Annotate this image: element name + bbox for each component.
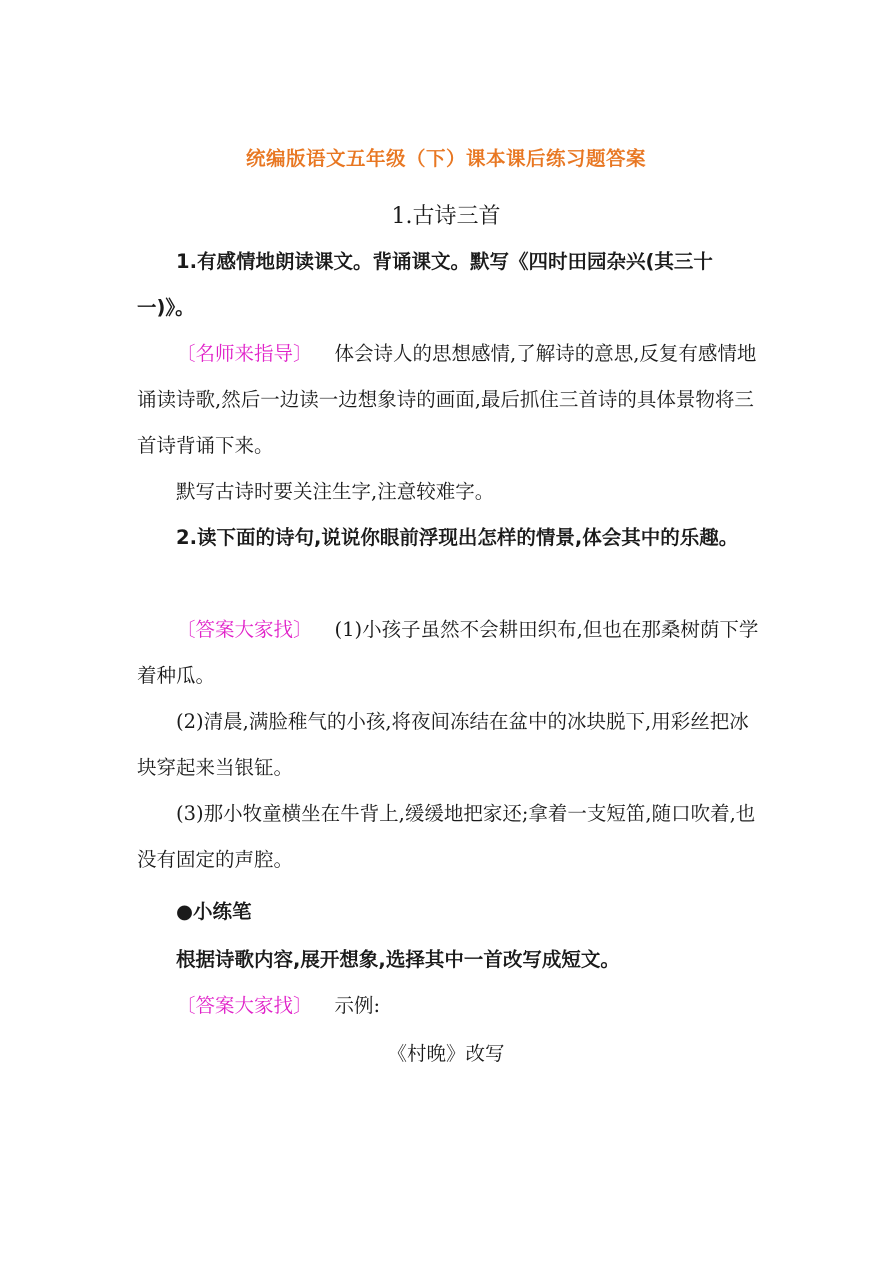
answer-2-item-1 <box>137 607 759 699</box>
guide-paragraph <box>137 331 759 469</box>
practice-answer-tag: 〔答案大家找〕 <box>176 994 313 1017</box>
practice-task: 根据诗歌内容,展开想象,选择其中一首改写成短文。 <box>176 948 620 971</box>
question-1: 1.有感情地朗读课文。背诵课文。默写《四时田园杂兴(其三十一)》。 <box>137 250 713 319</box>
question-2: 2.读下面的诗句,说说你眼前浮现出怎样的情景,体会其中的乐趣。 <box>176 526 739 549</box>
guide-text: 体会诗人的思想感情,了解诗的意思,反复有感情地诵读诗歌,然后一边读一边想象诗的画面,最后抓住三首诗的具体景物将三首诗背诵下来。 <box>137 342 757 457</box>
practice-answer <box>137 983 759 1029</box>
answer-2-tag: 〔答案大家找〕 <box>176 618 313 641</box>
lesson-title: 1.古诗三首 <box>391 204 501 229</box>
answer-2-text-1: (1)小孩子虽然不会耕田织布,但也在那桑树荫下学着种瓜。 <box>137 618 759 687</box>
document-title: 统编版语文五年级（下）课本课后练习题答案 <box>245 147 646 170</box>
guide-tag: 〔名师来指导〕 <box>176 342 313 365</box>
practice-answer-text: 示例: <box>334 994 381 1017</box>
answer-2-item-3: (3)那小牧童横坐在牛背上,缓缓地把家还;拿着一支短笛,随口吹着,也没有固定的声腔。 <box>137 802 756 871</box>
guide-note: 默写古诗时要关注生字,注意较难字。 <box>176 480 495 503</box>
practice-heading: ●小练笔 <box>176 900 252 923</box>
answer-2-item-2: (2)清晨,满脸稚气的小孩,将夜间冻结在盆中的冰块脱下,用彩丝把冰块穿起来当银钲。 <box>137 710 749 779</box>
essay-title: 《村晚》改写 <box>387 1042 505 1065</box>
